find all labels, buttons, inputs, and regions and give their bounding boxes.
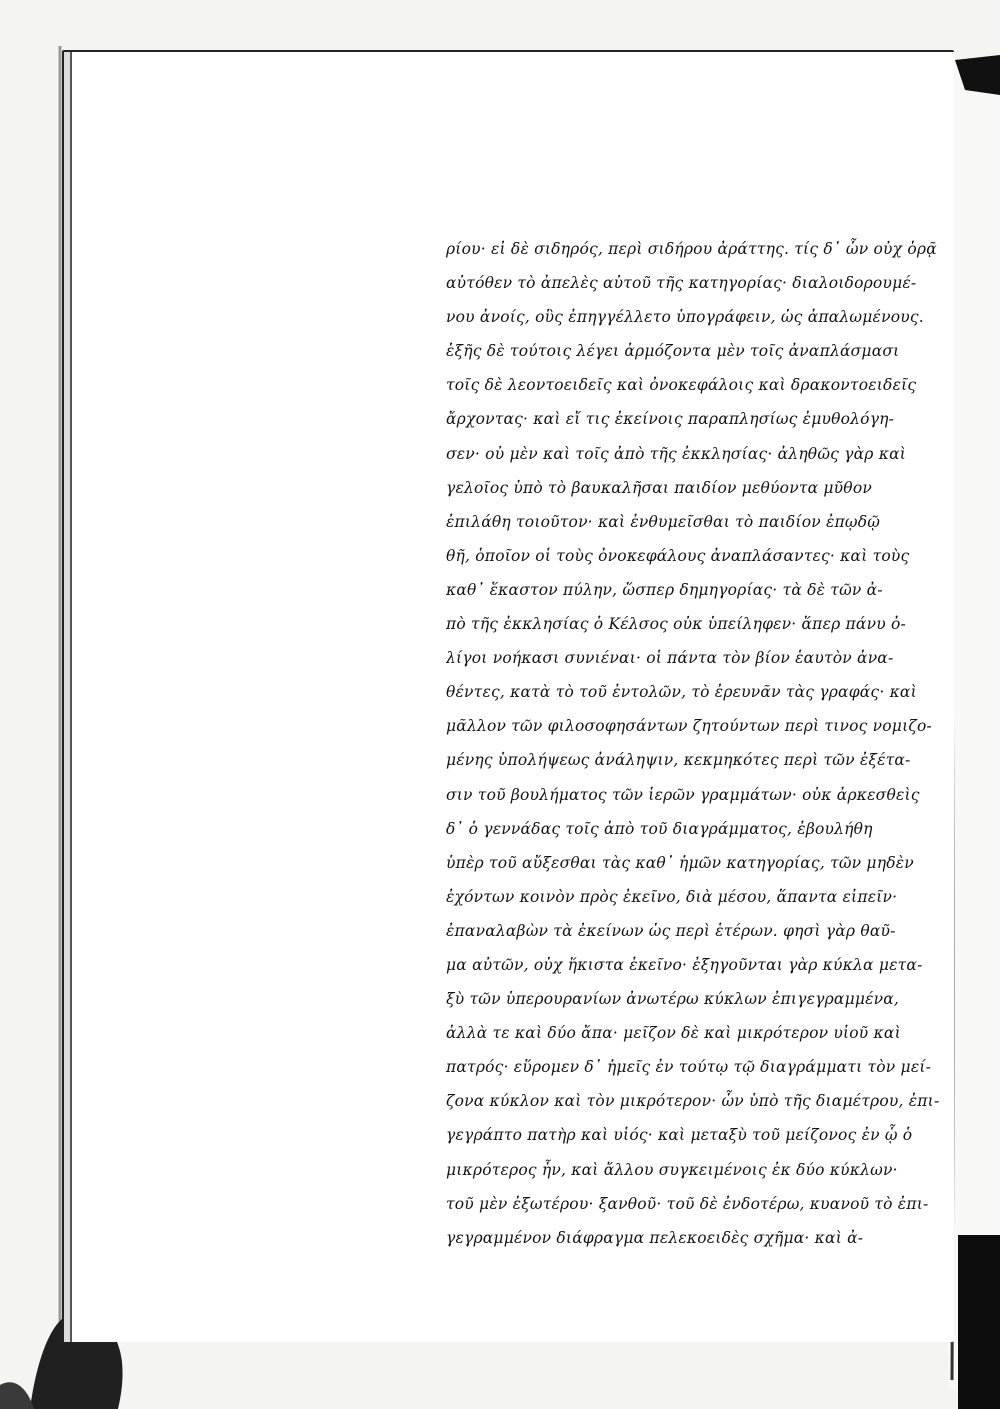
text-line-27: γεγράπτο πατὴρ καὶ υἱός· καὶ μεταξὺ τοῦ μείζονος ἐν ᾧ ὁ [446,1126,913,1145]
text-line-28: μικρότερος ἦν, καὶ ἄλλου συγκειμένοις ἐκ δύο κύκλων· [446,1160,898,1179]
text-line-13: λίγοι νοήκασι συνιέναι· οἱ πάντα τὸν βίον ἑαυτὸν ἀνα- [446,649,894,668]
text-line-17: σιν τοῦ βουλήματος τῶν ἱερῶν γραμμάτων· οὐκ ἀρκεσθεὶς [446,785,920,804]
text-line-16: μένης ὑπολήψεως ἀνάληψιν, κεκμηκότες περὶ τῶν ἐξέτα- [446,751,911,770]
binding-bottom-right [958,1235,1000,1409]
text-line-7: σεν· οὐ μὲν καὶ τοῖς ἀπὸ τῆς ἐκκλησίας· ἀληθῶς γὰρ καὶ [446,444,907,463]
text-line-22: μα αὐτῶν, οὐχ ἥκιστα ἐκεῖνο· ἐξηγοῦνται γὰρ κύκλα μετα- [446,955,923,974]
text-line-9: ἐπιλάθη τοιοῦτον· καὶ ἐνθυμεῖσθαι τὸ παιδίον ἐπῳδῷ [446,512,881,531]
text-line-1: ρίου· εἰ δὲ σιδηρός, περὶ σιδήρου ἀράττης. τίς δ᾽ ὧν οὐχ ὁρᾷ [446,240,937,258]
text-line-21: ἐπαναλαβὼν τὰ ἐκείνων ὡς περὶ ἑτέρων. φησὶ γὰρ θαῦ- [446,921,896,940]
text-line-23: ξὺ τῶν ὑπερουρανίων ἀνωτέρω κύκλων ἐπιγεγραμμένα, [446,990,900,1009]
text-line-4: ἑξῆς δὲ τούτοις λέγει ἁρμόζοντα μὲν τοῖς ἀναπλάσμασι [446,342,900,361]
text-line-12: πὸ τῆς ἐκκλησίας ὁ Κέλσος οὐκ ὑπείληφεν· ἅπερ πάνυ ὀ- [446,615,906,634]
text-line-11: καθ᾽ ἕκαστον πύλην, ὥσπερ δημηγορίας· τὰ δὲ τῶν ἀ- [446,580,883,599]
text-line-30: γεγραμμένον διάφραγμα πελεκοειδὲς σχῆμα· καὶ ἀ- [446,1228,864,1247]
text-line-19: ὑπὲρ τοῦ αὔξεσθαι τὰς καθ᾽ ἡμῶν κατηγορίας, τῶν μηδὲν [446,853,914,872]
text-line-24: ἀλλὰ τε καὶ δύο ἄπα· μεῖζον δὲ καὶ μικρότερον υἱοῦ καὶ [446,1024,901,1043]
text-line-2: αὐτόθεν τὸ ἀπελὲς αὐτοῦ τῆς κατηγορίας· διαλοιδορουμέ- [446,274,917,293]
manuscript-text-block [446,232,956,1255]
text-line-8: γελοῖος ὑπὸ τὸ βαυκαλῆσαι παιδίον μεθύοντα μῦθον [446,478,872,497]
text-line-25: πατρός· εὕρομεν δ᾽ ἡμεῖς ἐν τούτῳ τῷ διαγράμματι τὸν μεί- [446,1058,932,1077]
manuscript-page [62,50,954,1342]
thumb-sleeve [0,1382,34,1409]
text-line-3: νου ἀνοίς, οὓς ἐπηγγέλλετο ὑπογράφειν, ὡς ἀπαλωμένους. [446,308,924,327]
text-line-6: ἄρχοντας· καὶ εἴ τις ἐκείνοις παραπλησίως ἐμυθολόγη- [446,410,895,429]
text-line-10: θῆ, ὁποῖον οἱ τοὺς ὀνοκεφάλους ἀναπλάσαντες· καὶ τοὺς [446,546,910,565]
text-line-20: ἐχόντων κοινὸν πρὸς ἐκεῖνο, διὰ μέσου, ἅπαντα εἰπεῖν· [446,887,898,906]
text-line-18: δ᾽ ὁ γεννάδας τοῖς ἀπὸ τοῦ διαγράμματος, ἐβουλήθη [446,819,873,838]
text-line-5: τοῖς δὲ λεοντοειδεῖς καὶ ὀνοκεφάλοις καὶ δρακοντοειδεῖς [446,376,917,395]
text-line-14: θέντες, κατὰ τὸ τοῦ ἐντολῶν, τὸ ἐρευνᾶν τὰς γραφάς· καὶ [446,683,917,702]
text-line-15: μᾶλλον τῶν φιλοσοφησάντων ζητούντων περὶ τινος νομιζο- [446,717,932,736]
text-line-29: τοῦ μὲν ἐξωτέρου· ξανθοῦ· τοῦ δὲ ἐνδοτέρω, κυανοῦ τὸ ἐπι- [446,1194,929,1213]
text-line-26: ζονα κύκλον καὶ τὸν μικρότερον· ὧν ὑπὸ τῆς διαμέτρου, ἐπι- [446,1092,940,1111]
